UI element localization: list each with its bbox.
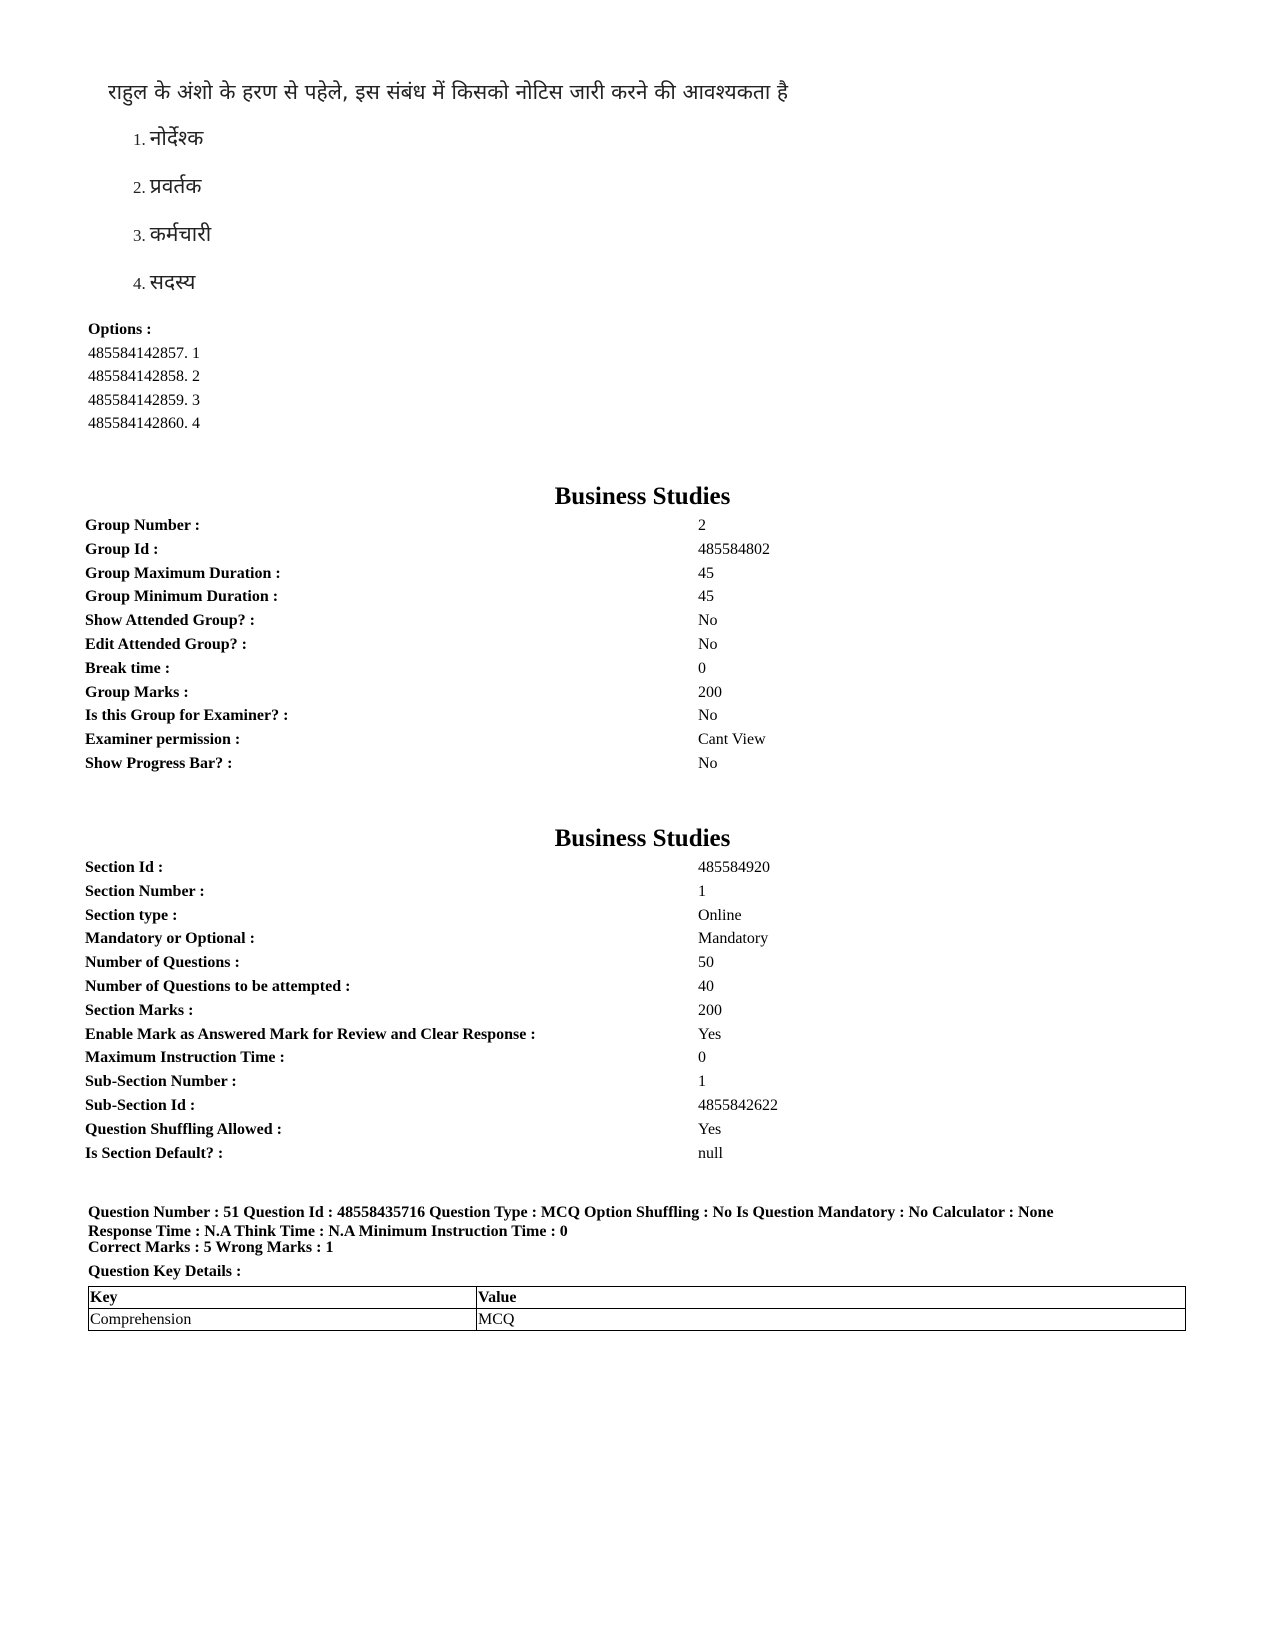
choice-number: 4.: [133, 274, 146, 293]
key-details-title: Question Key Details :: [88, 1263, 242, 1280]
section-heading: Business Studies: [554, 825, 731, 852]
detail-value: No: [698, 612, 718, 630]
detail-value: 40: [698, 977, 714, 995]
answer-choice: [133, 268, 211, 316]
detail-key: Group Maximum Duration :: [85, 564, 281, 582]
choice-number: 1.: [133, 130, 146, 149]
question-text: राहुल के अंशो के हरण से पहेले, इस संबंध में किसको नोटिस जारी करने की आवश्यकता है: [108, 80, 789, 104]
detail-key: Show Progress Bar? :: [85, 754, 233, 772]
choice-text: नोर्देश्क: [149, 126, 204, 150]
detail-value: No: [698, 635, 718, 653]
option-item: 485584142858. 2: [88, 368, 200, 385]
option-item: 485584142859. 3: [88, 391, 200, 409]
detail-value: 2: [698, 517, 706, 534]
detail-value: Mandatory: [698, 930, 769, 948]
answer-choice: [133, 220, 211, 268]
detail-value: Yes: [698, 1120, 722, 1138]
table-header-cell: Value: [477, 1287, 1186, 1309]
detail-key: Group Minimum Duration :: [85, 588, 279, 606]
detail-key: Section Marks :: [85, 1001, 194, 1019]
detail-value: 1: [698, 1073, 706, 1091]
detail-value: 485584920: [698, 859, 770, 876]
detail-value: No: [698, 707, 718, 725]
detail-value: 4855842622: [698, 1096, 778, 1114]
choice-number: 2.: [133, 178, 146, 197]
table-cell: Comprehension: [89, 1309, 477, 1331]
detail-key: Sub-Section Id :: [85, 1096, 196, 1114]
detail-value: 1: [698, 882, 706, 900]
detail-key: Is this Group for Examiner? :: [85, 707, 289, 725]
answer-choice: [133, 124, 211, 172]
table-header-cell: Key: [89, 1287, 477, 1309]
detail-key: Number of Questions to be attempted :: [85, 977, 351, 995]
detail-value: 0: [698, 659, 706, 677]
group-heading: Business Studies: [554, 483, 731, 510]
detail-key: Mandatory or Optional :: [85, 930, 255, 948]
choice-text: प्रवर्तक: [149, 174, 202, 198]
detail-key: Maximum Instruction Time :: [85, 1049, 285, 1067]
option-item: 485584142860. 4: [88, 415, 200, 432]
detail-key: Sub-Section Number :: [85, 1073, 237, 1091]
detail-key: Number of Questions :: [85, 954, 240, 972]
detail-value: 45: [698, 564, 714, 582]
marks-line: Correct Marks : 5 Wrong Marks : 1: [88, 1239, 334, 1256]
detail-value: 200: [698, 683, 722, 701]
answer-choice: [133, 172, 211, 220]
detail-key: Section Number :: [85, 882, 205, 900]
options-title: Options :: [88, 321, 152, 338]
detail-key: Group Number :: [85, 517, 200, 534]
detail-value: 0: [698, 1049, 706, 1067]
question-meta: [88, 1203, 1188, 1241]
detail-value: Yes: [698, 1025, 722, 1043]
detail-key: Break time :: [85, 659, 171, 677]
answer-choice-list: [133, 124, 211, 316]
detail-value: 45: [698, 588, 714, 606]
detail-key: Section type :: [85, 906, 178, 924]
question-meta-line: Response Time : N.A Think Time : N.A Minimum Instruction Time : 0: [88, 1223, 568, 1240]
detail-value: No: [698, 754, 718, 772]
detail-key: Is Section Default? :: [85, 1144, 224, 1162]
choice-text: सदस्य: [149, 270, 196, 294]
detail-key: Group Marks :: [85, 683, 189, 701]
detail-value: 200: [698, 1001, 722, 1019]
detail-value: 485584802: [698, 540, 770, 558]
detail-key: Question Shuffling Allowed :: [85, 1120, 282, 1138]
detail-key: Edit Attended Group? :: [85, 635, 247, 653]
detail-key: Group Id :: [85, 540, 159, 558]
detail-value: null: [698, 1144, 723, 1162]
options-block: [88, 318, 200, 436]
option-item: 485584142857. 1: [88, 344, 200, 362]
choice-number: 3.: [133, 226, 146, 245]
table-cell: MCQ: [477, 1309, 1186, 1331]
table-row: [89, 1309, 1186, 1331]
question-key-table: [88, 1286, 1186, 1331]
detail-value: 50: [698, 954, 714, 972]
detail-key: Examiner permission :: [85, 731, 241, 749]
detail-key: Show Attended Group? :: [85, 612, 255, 630]
detail-value: Online: [698, 906, 742, 924]
detail-key: Section Id :: [85, 859, 164, 876]
detail-key: Enable Mark as Answered Mark for Review and Clear Response :: [85, 1025, 536, 1043]
detail-value: Cant View: [698, 731, 766, 749]
choice-text: कर्मचारी: [149, 222, 212, 246]
question-meta-line: Question Number : 51 Question Id : 48558435716 Question Type : MCQ Option Shuffling : No Is Question Mandatory : No Calculator : None: [88, 1204, 1054, 1221]
table-header-row: [89, 1287, 1186, 1309]
